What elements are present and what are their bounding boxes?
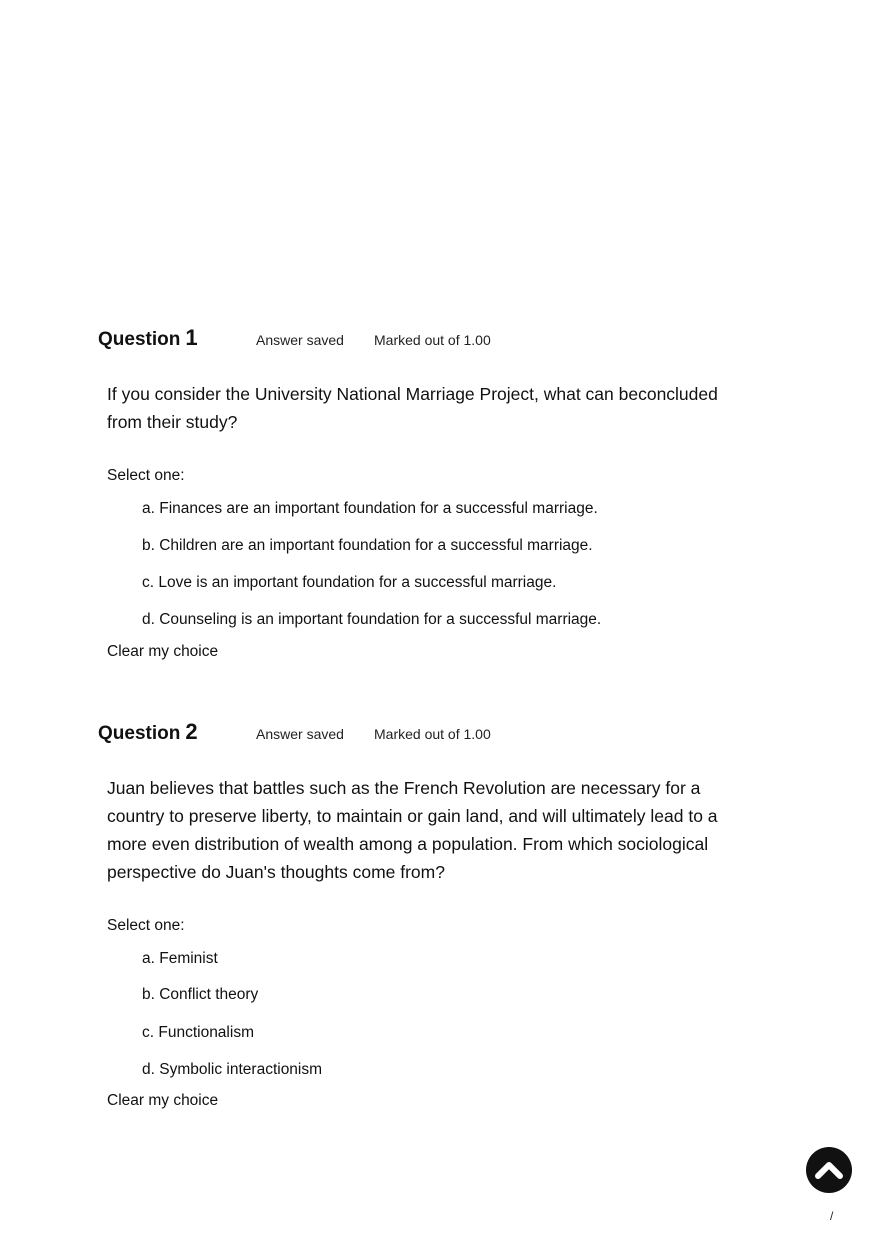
question-2-number: 2 [185, 719, 198, 744]
question-1-label: Question [98, 329, 181, 350]
back-to-top-button[interactable] [806, 1147, 852, 1193]
question-1-grade: Marked out of 1.00 [374, 332, 491, 348]
question-1-title [98, 325, 256, 351]
question-2-answer-d[interactable]: d. Symbolic interactionism [142, 1061, 323, 1078]
question-2-answer-b[interactable]: b. Conflict theory [142, 986, 259, 1003]
question-1-state: Answer saved [256, 332, 344, 348]
question-2-prompt: Select one: [107, 917, 185, 934]
question-2-grade: Marked out of 1.00 [374, 726, 491, 742]
question-1-answer-c[interactable]: c. Love is an important foundation for a successful marriage. [142, 574, 557, 591]
page-mark: / [830, 1209, 834, 1223]
question-2-answer-c[interactable]: c. Functionalism [142, 1024, 254, 1041]
question-2-state: Answer saved [256, 726, 344, 742]
question-2-title [98, 719, 256, 745]
question-2-text: Juan believes that battles such as the French Revolution are necessary for a country to preserve liberty, to maintain or gain land, and will ultimately lead to a more even distribution of wealth among a population. From which sociological perspective do Juan's thoughts come from? [107, 778, 718, 882]
chevron-up-icon [815, 1159, 843, 1181]
question-1-answer-b[interactable]: b. Children are an important foundation for a successful marriage. [142, 537, 593, 554]
question-1-clear-choice-link[interactable]: Clear my choice [107, 643, 219, 660]
question-1-text: If you consider the University National Marriage Project, what can beconcluded from their study? [107, 384, 718, 432]
question-2-clear-choice-link[interactable]: Clear my choice [107, 1092, 219, 1109]
question-1-header [98, 325, 491, 351]
question-1-answer-a[interactable]: a. Finances are an important foundation for a successful marriage. [142, 500, 598, 517]
question-2-header [98, 719, 491, 745]
question-1-number: 1 [185, 325, 198, 350]
question-2-label: Question [98, 723, 181, 744]
question-2-answer-a[interactable]: a. Feminist [142, 950, 218, 967]
question-1-answer-d[interactable]: d. Counseling is an important foundation for a successful marriage. [142, 611, 602, 628]
question-1-prompt: Select one: [107, 467, 185, 484]
